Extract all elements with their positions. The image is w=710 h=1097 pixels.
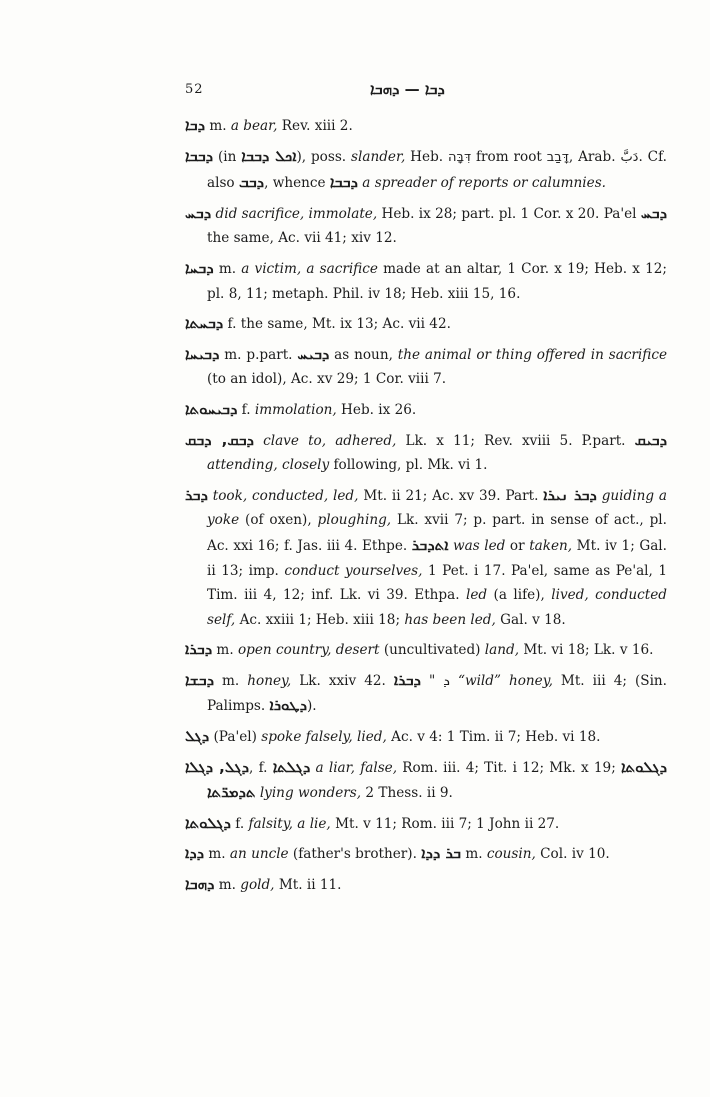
entry-text: Ac. v 4: 1 Tim. ii 7; Heb. vi 18. [386,729,601,746]
entry-text: " ܕ [420,672,458,689]
gloss-italic: “wild” honey, [458,672,553,689]
entry-text: m. [212,642,238,659]
syriac-word: ܕܕܐ [185,844,205,863]
entry-text: ). [307,698,317,715]
entry-text: f. the same, Mt. ix 13; Ac. vii 42. [223,316,451,333]
gloss-italic: has been led, [404,611,496,628]
entry-text: m. p.part. [219,346,298,363]
dictionary-entry [185,342,667,392]
syriac-word: ܕܓܠ, ܕܓܠܐ [185,757,250,776]
dictionary-entry [185,483,667,633]
entry-text: (uncultivated) [379,642,485,659]
gloss-italic: the animal or thing offered in sacrifice [397,346,667,363]
entry-text: from root [471,148,547,165]
entry-text: Lk. xvii 7; p. part. in sense of act., pl. Ac. xxi 16; f. Jas. iii 4. Ethpe. [207,512,667,554]
entry-text: Mt. ii 11. [274,877,342,894]
entry-text: Mt. iv 1; Gal. ii 13; imp. [207,537,667,579]
gloss-italic: a spreader of reports or calumnies. [362,175,606,192]
entry-text: Mt. vi 18; Lk. v 16. [519,642,654,659]
dictionary-entry [185,841,667,867]
entry-text: m. [204,846,230,863]
syriac-word: ܕܓܠ [185,727,210,746]
syriac-word: ܕܓܠܘܬܐ [621,757,667,776]
gloss-italic: lying wonders, [259,785,362,802]
entry-text: m. [205,118,231,134]
entry-text: Col. iv 10. [535,846,610,863]
entry-text: or [505,537,530,554]
dictionary-entries [185,113,667,903]
gloss-italic: a victim, a sacrifice [241,260,378,277]
syriac-word: ܕܒܒ [238,173,265,192]
gloss-italic: guiding a yoke [207,487,667,529]
entry-text: (of oxen), [239,512,318,529]
entry-text: (a life), [487,587,552,604]
entry-text: Heb. ix 28; part. pl. 1 Cor. x 20. Pa'el [377,205,641,222]
gloss-italic: cousin, [486,846,536,863]
gloss-italic: gold, [240,877,275,894]
dictionary-entry [185,724,667,750]
entry-text: m. [213,260,242,277]
syriac-word: ܕܒܪ [185,485,208,504]
dictionary-entry [185,113,667,139]
dictionary-entry [185,201,667,251]
hebrew-arabic-word: דִּבָּה [448,149,472,165]
dictionary-entry [185,637,667,663]
syriac-word: ܕܒܪܐ [393,670,421,689]
entry-text: Mt. iii 4; (Sin. Palimps. [207,672,667,715]
entry-text: Heb. [405,148,448,165]
syriac-word: ܕܒܝܩ [634,430,667,449]
entry-text: Gal. v 18. [495,611,566,628]
dictionary-entry [185,144,667,196]
gloss-italic: clave to, adhered, [263,432,397,449]
hebrew-arabic-word: דָּבַב [546,149,569,165]
syriac-word: ܕܓܠܬܐ [272,757,311,776]
gloss-italic: lived, conducted self, [207,587,667,628]
dictionary-entry [185,256,667,306]
hebrew-arabic-word: دَبَّ [620,149,639,165]
entry-text: ), poss. [296,148,352,165]
entry-text: following, pl. Mk. vi 1. [329,457,488,474]
gloss-italic: took, conducted, led, [212,487,359,504]
entry-text: (in [213,148,242,165]
syriac-word: ܐܬܕܒܪ [411,535,449,554]
syriac-word: ܐܟܠ ܕܒܒܐ [241,146,297,165]
entry-text: Mt. v 11; Rom. iii 7; 1 John ii 27. [330,815,560,832]
dictionary-entry [185,668,667,719]
gloss-italic: an uncle [229,846,289,863]
syriac-word: ܕܒܐ [185,116,205,134]
dictionary-entry [185,811,667,837]
entry-text [254,433,263,449]
gloss-italic: a bear, [230,118,278,134]
gloss-italic: led [466,587,488,604]
entry-text: m. [461,846,487,863]
entry-text: (father's brother). [288,846,422,863]
entry-text: , Arab. [568,148,621,165]
gloss-italic: ploughing, [317,512,392,529]
entry-text: Mt. ii 21; Ac. xv 39. Part. [358,487,544,504]
dictionary-entry [185,428,667,478]
dictionary-entry [185,311,667,337]
entry-text: 1 Pet. i 17. Pa'el, same as Pe'al, 1 Tim. iii 4, 12; inf. Lk. vi 39. Ethpa. [207,562,667,604]
entry-text: , f. [249,759,273,776]
syriac-word: ܕܓܠܘܬܐ [185,813,231,832]
syriac-word: ܕܒܚܬܐ [185,314,224,333]
gloss-italic: honey, [247,672,292,689]
syriac-word: ܕܒܝܚܐ [185,344,220,363]
entry-text: the same, Ac. vii 41; xiv 12. [207,230,397,247]
entry-text: m. [214,877,241,894]
syriac-word: ܕܒܚ [640,203,668,222]
entry-text: f. [237,401,255,418]
page-header [185,80,673,104]
syriac-word: ܕܒܚܐ [185,258,214,277]
gloss-italic: a liar, false, [315,759,398,776]
entry-text: as noun, [329,346,398,363]
page-number: 52 [185,82,204,97]
gloss-italic: did sacrifice, immolate, [215,205,378,222]
entry-text: Rom. iii. 4; Tit. i 12; Mk. x 19; [397,759,622,776]
entry-text: (Pa'el) [209,729,262,746]
entry-text: m. [213,672,248,689]
syriac-word: ܬܕܡܪ̈ܬܐ [207,783,256,802]
syriac-word: ܕܒܪܐ [185,640,213,659]
syriac-word: ܒܪ ܕܕܐ [421,844,462,863]
syriac-word: ܕܒܩ, ܕܒܩ [185,430,254,449]
entry-text: Ac. xxiii 1; Heb. xiii 18; [235,611,405,628]
gloss-italic: was led [453,537,506,554]
syriac-word: ܕܒܚ [185,203,212,222]
syriac-word: ܕܛܘܪܐ [269,696,307,715]
entry-text: made at an altar, 1 Cor. x 19; Heb. x 12; pl. 8, 11; metaph. Phil. iv 18; Heb. xiii 15, 16. [207,260,667,302]
entry-text: . Cf. also [207,148,667,192]
gloss-italic: taken, [529,537,573,554]
dictionary-entry [185,397,667,423]
gloss-italic: land, [484,642,520,659]
entry-text: Lk. x 11; Rev. xviii 5. P.part. [396,432,635,449]
gloss-italic: open country, desert [237,642,380,659]
gloss-italic: slander, [351,148,406,165]
syriac-word: ܕܒܒܐ [185,146,214,165]
gloss-italic: conduct yourselves, [284,562,423,579]
entry-text: Rev. xiii 2. [277,118,353,134]
syriac-word: ܕܒܒܐ [329,173,358,192]
gloss-italic: immolation, [254,401,337,418]
syriac-word: ܕܒܪ ܢܝܪܐ [543,485,597,504]
syriac-word: ܕܒܫܐ [185,670,214,689]
gloss-italic: attending, closely [207,457,330,474]
dictionary-entry [185,872,667,898]
dictionary-entry [185,755,667,806]
entry-text: f. [230,815,249,832]
syriac-word: ܕܒܝܚܘܬܐ [185,399,238,418]
gloss-italic: spoke falsely, lied, [261,729,387,746]
entry-text: (to an idol), Ac. xv 29; 1 Cor. viii 7. [207,371,447,388]
syriac-word: ܕܗܒܐ [185,875,215,894]
entry-text: , whence [264,175,330,192]
running-head: ܕܒܐ — ܕܗܒܐ [370,80,445,98]
gloss-italic: falsity, a lie, [248,815,331,832]
entry-text: Heb. ix 26. [336,401,417,418]
entry-text: 2 Thess. ii 9. [361,785,453,802]
syriac-word: ܕܒܝܚ [297,344,330,363]
entry-text: Lk. xxiv 42. [291,672,394,689]
